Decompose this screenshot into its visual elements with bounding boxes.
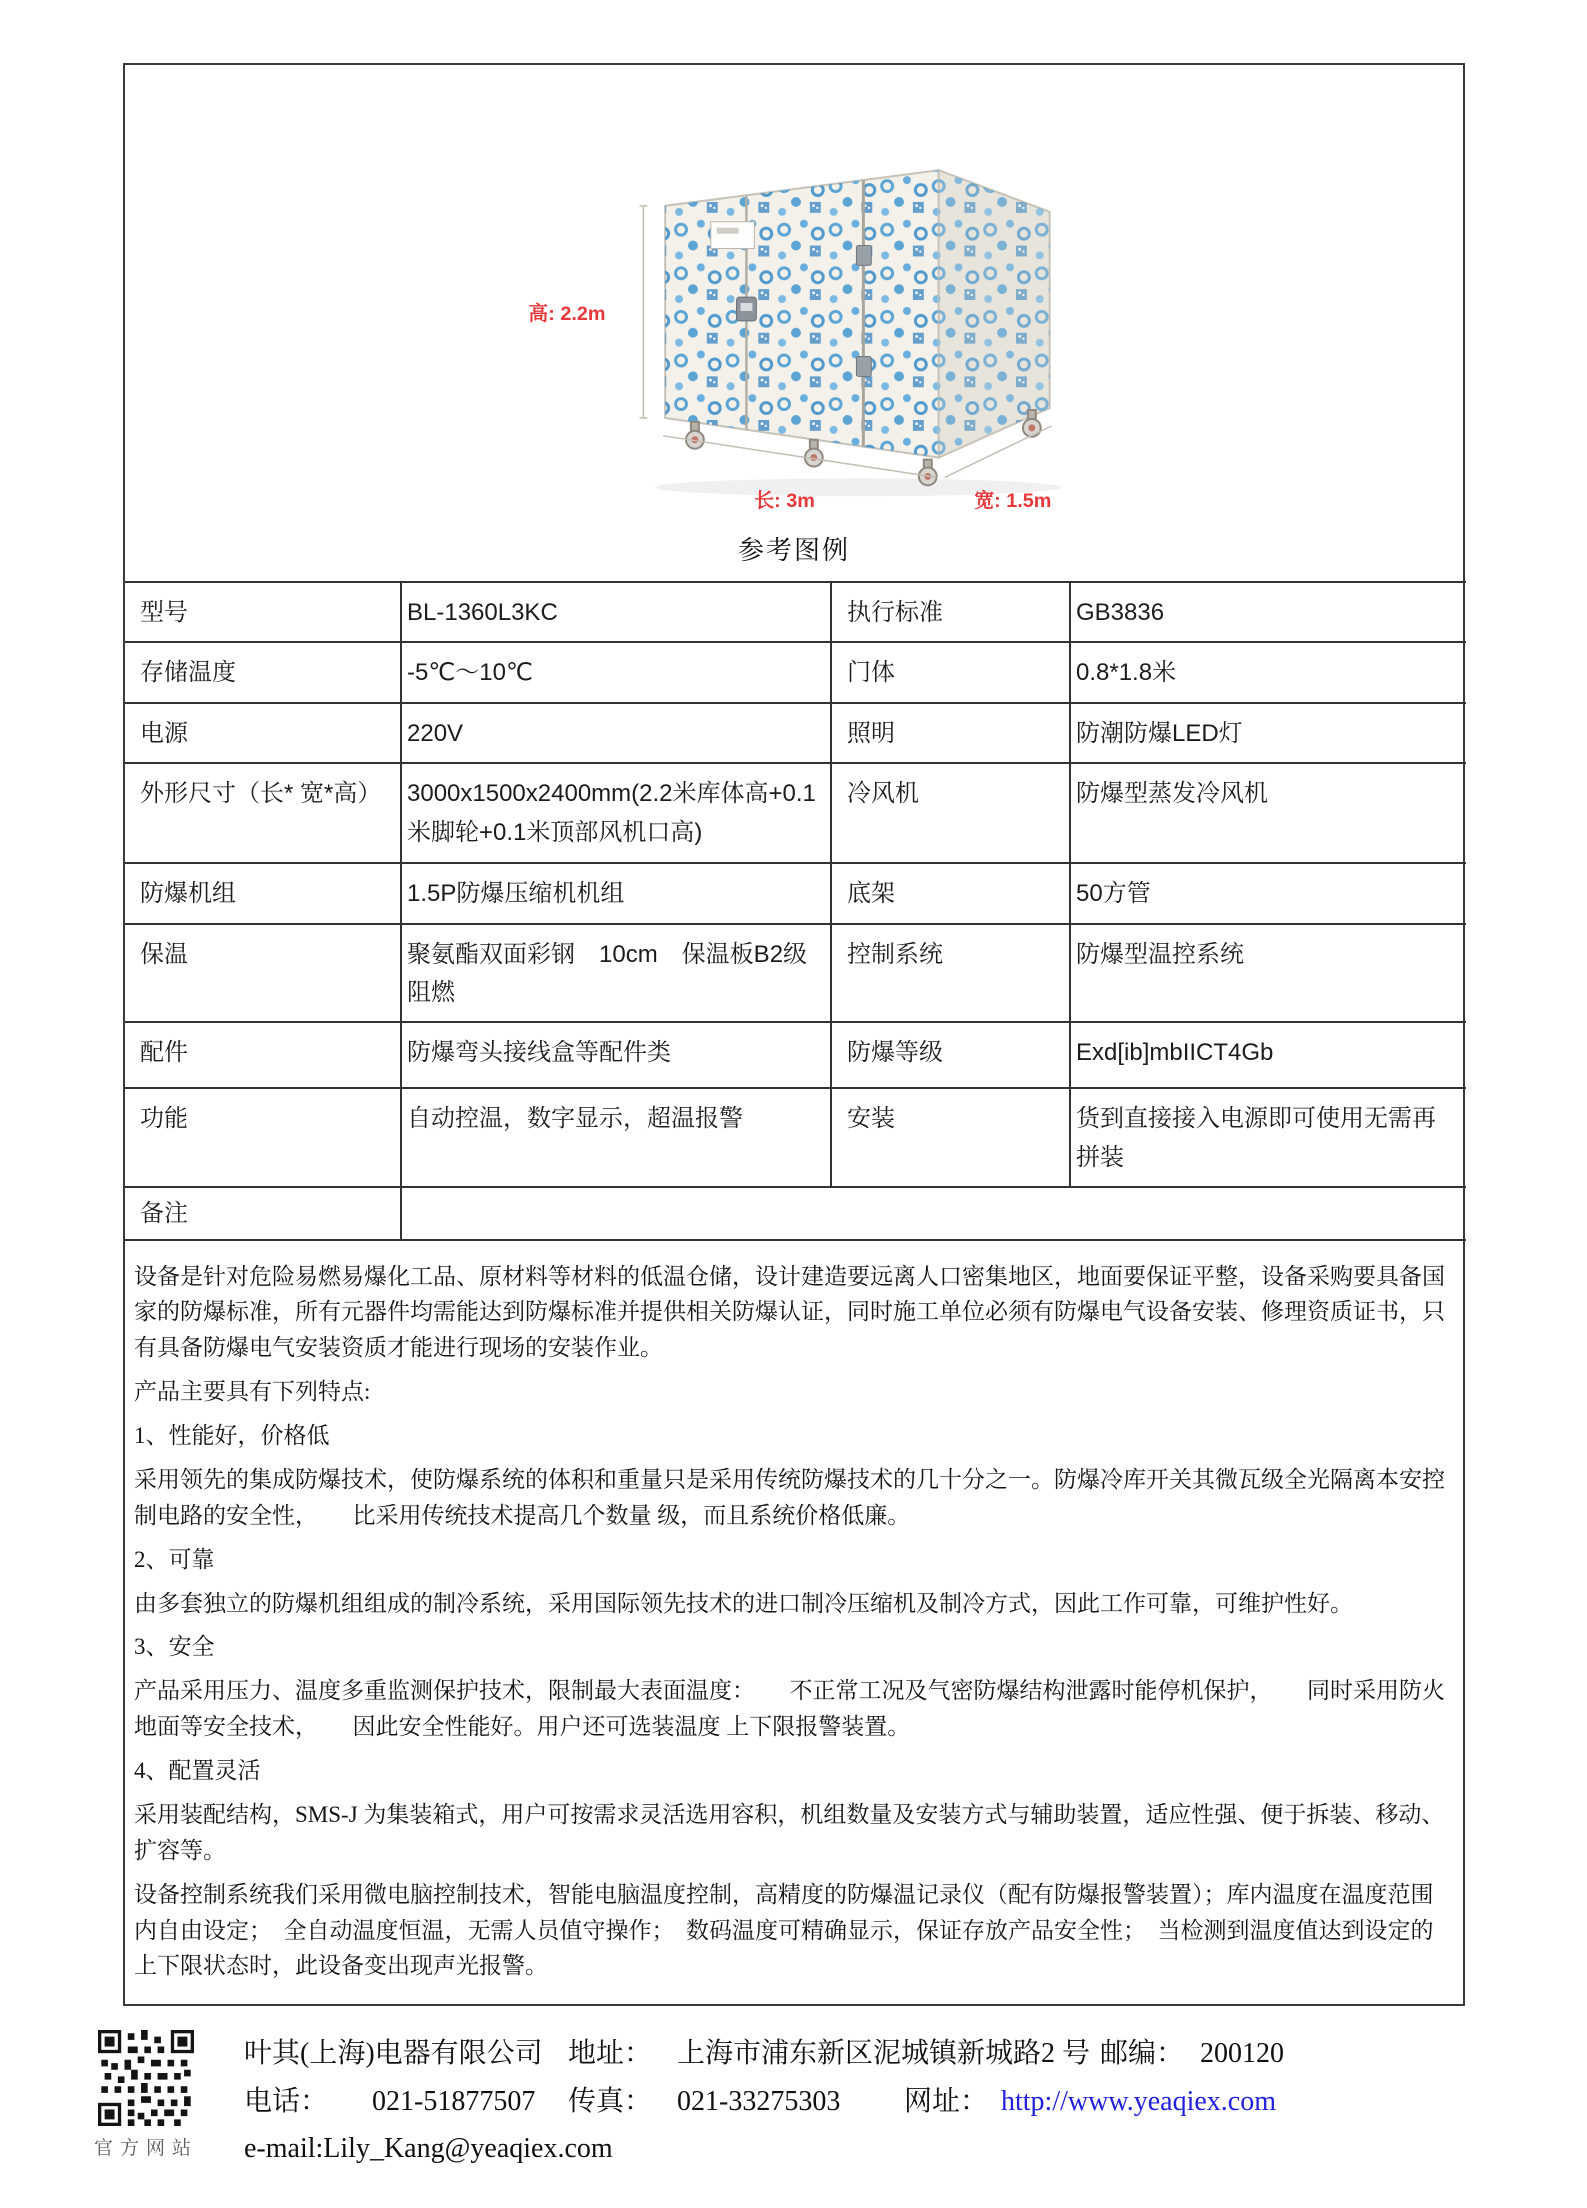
body-paragraph: 3、安全 [134,1634,215,1660]
table-row [125,582,1466,642]
table-row [125,1022,1466,1088]
spec-label: 控制系统 [831,924,1070,1023]
dimension-height-label: 高: 2.2m [528,302,606,325]
qr-caption: 官方网站 [93,2138,198,2160]
body-paragraph: 产品采用压力、温度多重监测保护技术，限制最大表面温度： 不正常工况及气密防爆结构泄露时能停机保护， 同时采用防火地面等安全技术， 因此安全性能好。用户还可选装温度 上下限报警装置。 [134,1678,1445,1740]
spec-label: 功能 [125,1088,401,1187]
address-label: 地址： [568,2038,653,2070]
spec-value: 0.8*1.8米 [1070,642,1466,702]
table-row [125,703,1466,763]
body-paragraph: 产品主要具有下列特点: [134,1379,371,1405]
body-paragraph: 设备是针对危险易燃易爆化工品、原材料等材料的低温仓储，设计建造要远离人口密集地区，地面要保证平整，设备采购要具备国家的防爆标准，所有元器件均需能达到防爆标准并提供相关防爆认证，同时施工单位必须有防爆电气设备安装、修理资质证书，只有具备防爆电气安装资质才能进行现场的安装作业。 [134,1263,1445,1361]
control-box [711,222,755,249]
address-value: 上海市浦东新区泥城镇新城路2 号 [677,2038,1091,2070]
content-frame [123,63,1465,2006]
spec-value [401,1187,1466,1239]
spec-label: 防爆等级 [831,1022,1070,1088]
spec-value: 220V [401,703,831,763]
spec-label: 防爆机组 [125,863,401,923]
table-row [125,1088,1466,1187]
spec-label: 型号 [125,582,401,642]
phone-label: 电话： [244,2085,329,2117]
company-name: 叶其(上海)电器有限公司 [244,2038,543,2070]
product-figure [125,65,1463,581]
spec-table [125,581,1466,1241]
spec-label: 电源 [125,703,401,763]
spec-label: 执行标准 [831,582,1070,642]
spec-value: GB3836 [1070,582,1466,642]
figure-caption: 参考图例 [737,535,850,565]
contact-info [244,2030,1284,2177]
fax-label: 传真： [568,2085,653,2117]
spec-value: 3000x1500x2400mm(2.2米库体高+0.1米脚轮+0.1米顶部风机口高) [401,763,831,863]
spec-value: 聚氨酯双面彩钢 10cm 保温板B2级阻燃 [401,924,831,1023]
dimension-width-label: 宽: 1.5m [974,490,1052,513]
footer-line-2 [244,2082,1284,2123]
email-text: e-mail:Lily_Kang@yeaqiex.com [244,2133,613,2165]
body-paragraph: 设备控制系统我们采用微电脑控制技术，智能电脑温度控制，高精度的防爆温记录仪（配有防爆报警装置）；库内温度在温度范围内自由设定； 全自动温度恒温，无需人员值守操作； 数码温度可精确显示，保证存放产品安全性； 当检测到温度值达到设定的上下限状态时，此设备变出现声光报警。 [134,1881,1434,1979]
spec-label: 保温 [125,924,401,1023]
zip-value: 200120 [1200,2038,1284,2070]
web-label: 网址： [904,2085,989,2117]
spec-label: 备注 [125,1187,401,1239]
hinge-bottom [856,357,871,377]
spec-value: 防爆型温控系统 [1070,924,1466,1023]
zip-label: 邮编： [1100,2038,1185,2070]
footer-line-1 [244,2034,1284,2075]
spec-value: 50方管 [1070,863,1466,923]
footer-line-3 [244,2129,1284,2170]
table-row [125,642,1466,702]
spec-label: 存储温度 [125,642,401,702]
body-paragraph: 4、配置灵活 [134,1758,261,1784]
spec-label: 冷风机 [831,763,1070,863]
fax-value: 021-33275303 [677,2085,841,2117]
body-paragraph: 2、可靠 [134,1546,215,1572]
document-page [0,63,1587,2208]
spec-value: BL-1360L3KC [401,582,831,642]
spec-label: 照明 [831,703,1070,763]
spec-value: Exd[ib]mbIICT4Gb [1070,1022,1466,1088]
spec-label: 外形尺寸（长* 宽*高） [125,763,401,863]
spec-value: 自动控温，数字显示，超温报警 [401,1088,831,1187]
spec-label: 门体 [831,642,1070,702]
hinge-top [856,246,871,266]
spec-value: 防潮防爆LED灯 [1070,703,1466,763]
body-paragraph: 采用领先的集成防爆技术，使防爆系统的体积和重量只是采用传统防爆技术的几十分之一。防爆冷库开关其微瓦级全光隔离本安控制电路的安全性， 比采用传统技术提高几个数量 级，而且系统价格低廉。 [134,1466,1445,1528]
table-row [125,924,1466,1023]
spec-value: 防爆型蒸发冷风机 [1070,763,1466,863]
description-section [125,1241,1463,2005]
table-row [125,1187,1466,1239]
spec-value: -5℃～10℃ [401,642,831,702]
qr-code-icon [98,2030,194,2126]
spec-value: 防爆弯头接线盒等配件类 [401,1022,831,1088]
body-paragraph: 1、性能好，价格低 [134,1423,330,1449]
spec-label: 安装 [831,1088,1070,1187]
spec-label: 配件 [125,1022,401,1088]
dimension-length-label: 长: 3m [754,490,815,513]
spec-label: 底架 [831,863,1070,923]
cold-room-front-face [665,170,938,457]
website-link[interactable]: http://www.yeaqiex.com [1001,2085,1277,2117]
body-paragraph: 由多套独立的防爆机组组成的制冷系统，采用国际领先技术的进口制冷压缩机及制冷方式，因此工作可靠，可维护性好。 [134,1590,1353,1616]
table-row [125,863,1466,923]
spec-value: 货到直接接入电源即可使用无需再拼装 [1070,1088,1466,1187]
product-image [514,87,1074,523]
phone-value: 021-51877507 [372,2085,536,2117]
body-paragraph: 采用装配结构，SMS-J 为集装箱式，用户可按需求灵活选用容积，机组数量及安装方式与辅助装置，适应性强、便于拆装、移动、扩容等。 [134,1801,1445,1863]
table-row [125,763,1466,863]
spec-value: 1.5P防爆压缩机机组 [401,863,831,923]
page-footer [92,2030,1587,2177]
qr-block [92,2030,200,2160]
